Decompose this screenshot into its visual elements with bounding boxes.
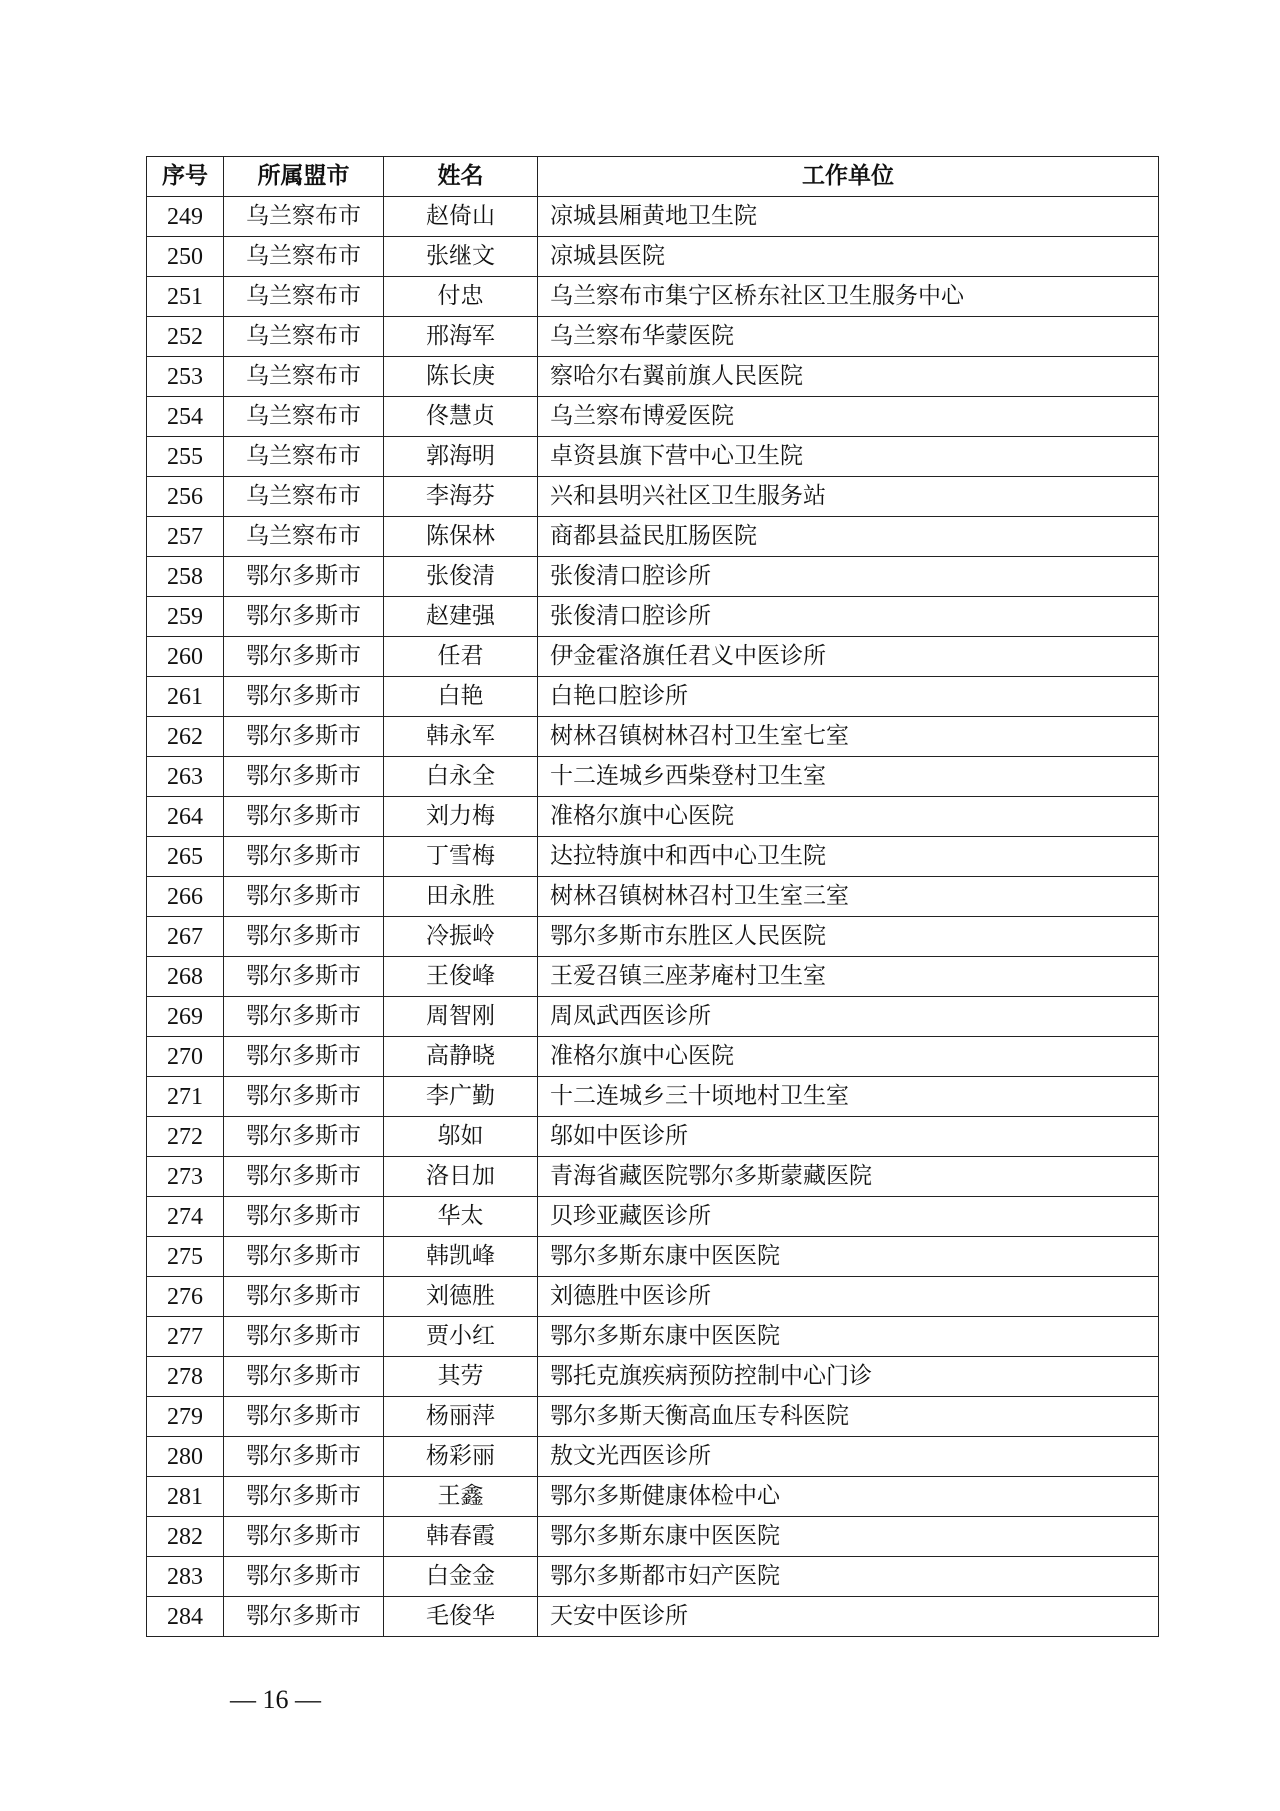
cell-serial: 253	[147, 357, 224, 397]
cell-workplace: 刘德胜中医诊所	[538, 1277, 1159, 1317]
cell-name: 邬如	[384, 1117, 538, 1157]
cell-city: 鄂尔多斯市	[224, 677, 384, 717]
cell-workplace: 王爱召镇三座茅庵村卫生室	[538, 957, 1159, 997]
cell-city: 鄂尔多斯市	[224, 837, 384, 877]
table-row	[147, 1117, 1159, 1157]
cell-workplace: 鄂尔多斯天衡高血压专科医院	[538, 1397, 1159, 1437]
cell-name: 贾小红	[384, 1317, 538, 1357]
cell-workplace: 贝珍亚藏医诊所	[538, 1197, 1159, 1237]
table-row	[147, 1397, 1159, 1437]
cell-name: 白金金	[384, 1557, 538, 1597]
cell-workplace: 白艳口腔诊所	[538, 677, 1159, 717]
table-row	[147, 1157, 1159, 1197]
cell-city: 鄂尔多斯市	[224, 637, 384, 677]
roster-table-container	[146, 156, 1158, 1637]
cell-name: 杨彩丽	[384, 1437, 538, 1477]
cell-name: 赵建强	[384, 597, 538, 637]
cell-name: 郭海明	[384, 437, 538, 477]
cell-name: 李海芬	[384, 477, 538, 517]
cell-workplace: 凉城县医院	[538, 237, 1159, 277]
cell-serial: 277	[147, 1317, 224, 1357]
table-row	[147, 1237, 1159, 1277]
cell-workplace: 青海省藏医院鄂尔多斯蒙藏医院	[538, 1157, 1159, 1197]
cell-name: 白艳	[384, 677, 538, 717]
cell-workplace: 商都县益民肛肠医院	[538, 517, 1159, 557]
cell-city: 乌兰察布市	[224, 317, 384, 357]
cell-serial: 263	[147, 757, 224, 797]
cell-city: 乌兰察布市	[224, 437, 384, 477]
cell-name: 张继文	[384, 237, 538, 277]
cell-workplace: 鄂尔多斯东康中医医院	[538, 1517, 1159, 1557]
cell-name: 陈保林	[384, 517, 538, 557]
cell-city: 鄂尔多斯市	[224, 1237, 384, 1277]
cell-serial: 268	[147, 957, 224, 997]
cell-serial: 272	[147, 1117, 224, 1157]
cell-workplace: 周凤武西医诊所	[538, 997, 1159, 1037]
cell-serial: 265	[147, 837, 224, 877]
cell-name: 丁雪梅	[384, 837, 538, 877]
cell-workplace: 邬如中医诊所	[538, 1117, 1159, 1157]
cell-city: 鄂尔多斯市	[224, 1157, 384, 1197]
header-row	[147, 157, 1159, 197]
cell-serial: 266	[147, 877, 224, 917]
cell-name: 赵倚山	[384, 197, 538, 237]
cell-serial: 279	[147, 1397, 224, 1437]
table-row	[147, 1597, 1159, 1637]
table-row	[147, 957, 1159, 997]
table-row	[147, 597, 1159, 637]
cell-name: 洛日加	[384, 1157, 538, 1197]
cell-workplace: 乌兰察布市集宁区桥东社区卫生服务中心	[538, 277, 1159, 317]
cell-name: 王俊峰	[384, 957, 538, 997]
cell-name: 刘力梅	[384, 797, 538, 837]
header-city: 所属盟市	[224, 157, 384, 197]
table-row	[147, 397, 1159, 437]
cell-city: 鄂尔多斯市	[224, 1077, 384, 1117]
cell-workplace: 准格尔旗中心医院	[538, 1037, 1159, 1077]
cell-city: 鄂尔多斯市	[224, 1037, 384, 1077]
cell-name: 佟慧贞	[384, 397, 538, 437]
cell-name: 韩永军	[384, 717, 538, 757]
cell-serial: 284	[147, 1597, 224, 1637]
cell-name: 高静晓	[384, 1037, 538, 1077]
cell-serial: 271	[147, 1077, 224, 1117]
cell-serial: 251	[147, 277, 224, 317]
table-row	[147, 357, 1159, 397]
cell-city: 鄂尔多斯市	[224, 1517, 384, 1557]
cell-city: 鄂尔多斯市	[224, 1317, 384, 1357]
cell-name: 冷振岭	[384, 917, 538, 957]
cell-city: 鄂尔多斯市	[224, 717, 384, 757]
cell-city: 鄂尔多斯市	[224, 997, 384, 1037]
cell-city: 乌兰察布市	[224, 277, 384, 317]
cell-city: 鄂尔多斯市	[224, 1197, 384, 1237]
cell-workplace: 天安中医诊所	[538, 1597, 1159, 1637]
cell-city: 鄂尔多斯市	[224, 757, 384, 797]
table-row	[147, 877, 1159, 917]
cell-name: 王鑫	[384, 1477, 538, 1517]
cell-serial: 280	[147, 1437, 224, 1477]
cell-serial: 281	[147, 1477, 224, 1517]
cell-workplace: 十二连城乡三十顷地村卫生室	[538, 1077, 1159, 1117]
cell-name: 张俊清	[384, 557, 538, 597]
table-row	[147, 1077, 1159, 1117]
cell-workplace: 十二连城乡西柴登村卫生室	[538, 757, 1159, 797]
cell-serial: 283	[147, 1557, 224, 1597]
cell-workplace: 察哈尔右翼前旗人民医院	[538, 357, 1159, 397]
cell-name: 田永胜	[384, 877, 538, 917]
table-row	[147, 997, 1159, 1037]
cell-city: 鄂尔多斯市	[224, 1557, 384, 1597]
cell-serial: 254	[147, 397, 224, 437]
table-row	[147, 837, 1159, 877]
cell-serial: 258	[147, 557, 224, 597]
cell-workplace: 乌兰察布博爱医院	[538, 397, 1159, 437]
cell-city: 鄂尔多斯市	[224, 1277, 384, 1317]
table-row	[147, 1317, 1159, 1357]
table-row	[147, 797, 1159, 837]
table-row	[147, 197, 1159, 237]
page-number: — 16 —	[230, 1685, 321, 1714]
cell-name: 白永全	[384, 757, 538, 797]
table-row	[147, 917, 1159, 957]
cell-name: 华太	[384, 1197, 538, 1237]
table-row	[147, 1197, 1159, 1237]
cell-city: 鄂尔多斯市	[224, 1477, 384, 1517]
cell-workplace: 鄂尔多斯东康中医医院	[538, 1237, 1159, 1277]
cell-city: 鄂尔多斯市	[224, 877, 384, 917]
cell-serial: 274	[147, 1197, 224, 1237]
cell-workplace: 鄂尔多斯健康体检中心	[538, 1477, 1159, 1517]
cell-city: 鄂尔多斯市	[224, 1117, 384, 1157]
table-row	[147, 1477, 1159, 1517]
cell-serial: 249	[147, 197, 224, 237]
cell-serial: 255	[147, 437, 224, 477]
cell-serial: 262	[147, 717, 224, 757]
cell-serial: 269	[147, 997, 224, 1037]
table-row	[147, 757, 1159, 797]
cell-serial: 252	[147, 317, 224, 357]
cell-serial: 264	[147, 797, 224, 837]
cell-city: 鄂尔多斯市	[224, 1357, 384, 1397]
table-row	[147, 277, 1159, 317]
cell-workplace: 兴和县明兴社区卫生服务站	[538, 477, 1159, 517]
cell-city: 乌兰察布市	[224, 237, 384, 277]
cell-workplace: 鄂尔多斯东康中医医院	[538, 1317, 1159, 1357]
table-row	[147, 477, 1159, 517]
cell-city: 鄂尔多斯市	[224, 957, 384, 997]
cell-serial: 275	[147, 1237, 224, 1277]
cell-serial: 256	[147, 477, 224, 517]
table-row	[147, 237, 1159, 277]
cell-name: 杨丽萍	[384, 1397, 538, 1437]
cell-serial: 260	[147, 637, 224, 677]
table-row	[147, 1437, 1159, 1477]
header-workplace: 工作单位	[538, 157, 1159, 197]
table-row	[147, 1557, 1159, 1597]
cell-city: 鄂尔多斯市	[224, 797, 384, 837]
cell-serial: 273	[147, 1157, 224, 1197]
table-row	[147, 1517, 1159, 1557]
table-row	[147, 437, 1159, 477]
cell-workplace: 张俊清口腔诊所	[538, 557, 1159, 597]
cell-name: 陈长庚	[384, 357, 538, 397]
cell-workplace: 敖文光西医诊所	[538, 1437, 1159, 1477]
cell-city: 鄂尔多斯市	[224, 1397, 384, 1437]
cell-city: 鄂尔多斯市	[224, 597, 384, 637]
table-row	[147, 317, 1159, 357]
cell-workplace: 准格尔旗中心医院	[538, 797, 1159, 837]
cell-city: 鄂尔多斯市	[224, 557, 384, 597]
cell-workplace: 鄂尔多斯市东胜区人民医院	[538, 917, 1159, 957]
header-serial: 序号	[147, 157, 224, 197]
table-row	[147, 677, 1159, 717]
cell-serial: 259	[147, 597, 224, 637]
cell-city: 乌兰察布市	[224, 477, 384, 517]
cell-name: 任君	[384, 637, 538, 677]
cell-name: 付忠	[384, 277, 538, 317]
cell-name: 邢海军	[384, 317, 538, 357]
cell-workplace: 树林召镇树林召村卫生室三室	[538, 877, 1159, 917]
cell-workplace: 鄂托克旗疾病预防控制中心门诊	[538, 1357, 1159, 1397]
cell-city: 鄂尔多斯市	[224, 1597, 384, 1637]
table-row	[147, 637, 1159, 677]
cell-serial: 261	[147, 677, 224, 717]
cell-name: 刘德胜	[384, 1277, 538, 1317]
cell-serial: 278	[147, 1357, 224, 1397]
table-row	[147, 557, 1159, 597]
roster-table	[146, 156, 1159, 1637]
cell-city: 鄂尔多斯市	[224, 1437, 384, 1477]
table-row	[147, 1357, 1159, 1397]
cell-serial: 250	[147, 237, 224, 277]
cell-workplace: 达拉特旗中和西中心卫生院	[538, 837, 1159, 877]
cell-workplace: 伊金霍洛旗任君义中医诊所	[538, 637, 1159, 677]
cell-workplace: 卓资县旗下营中心卫生院	[538, 437, 1159, 477]
table-row	[147, 1277, 1159, 1317]
cell-city: 乌兰察布市	[224, 397, 384, 437]
table-row	[147, 1037, 1159, 1077]
cell-workplace: 乌兰察布华蒙医院	[538, 317, 1159, 357]
cell-name: 韩春霞	[384, 1517, 538, 1557]
cell-workplace: 树林召镇树林召村卫生室七室	[538, 717, 1159, 757]
cell-workplace: 鄂尔多斯都市妇产医院	[538, 1557, 1159, 1597]
cell-serial: 267	[147, 917, 224, 957]
cell-name: 李广勤	[384, 1077, 538, 1117]
cell-city: 鄂尔多斯市	[224, 917, 384, 957]
table-row	[147, 717, 1159, 757]
table-body	[147, 197, 1159, 1637]
cell-name: 周智刚	[384, 997, 538, 1037]
header-name: 姓名	[384, 157, 538, 197]
cell-serial: 270	[147, 1037, 224, 1077]
table-row	[147, 517, 1159, 557]
cell-city: 乌兰察布市	[224, 517, 384, 557]
table-header	[147, 157, 1159, 197]
cell-workplace: 凉城县厢黄地卫生院	[538, 197, 1159, 237]
cell-serial: 257	[147, 517, 224, 557]
cell-workplace: 张俊清口腔诊所	[538, 597, 1159, 637]
cell-city: 乌兰察布市	[224, 197, 384, 237]
cell-city: 乌兰察布市	[224, 357, 384, 397]
cell-serial: 282	[147, 1517, 224, 1557]
cell-name: 毛俊华	[384, 1597, 538, 1637]
cell-serial: 276	[147, 1277, 224, 1317]
cell-name: 韩凯峰	[384, 1237, 538, 1277]
cell-name: 其劳	[384, 1357, 538, 1397]
